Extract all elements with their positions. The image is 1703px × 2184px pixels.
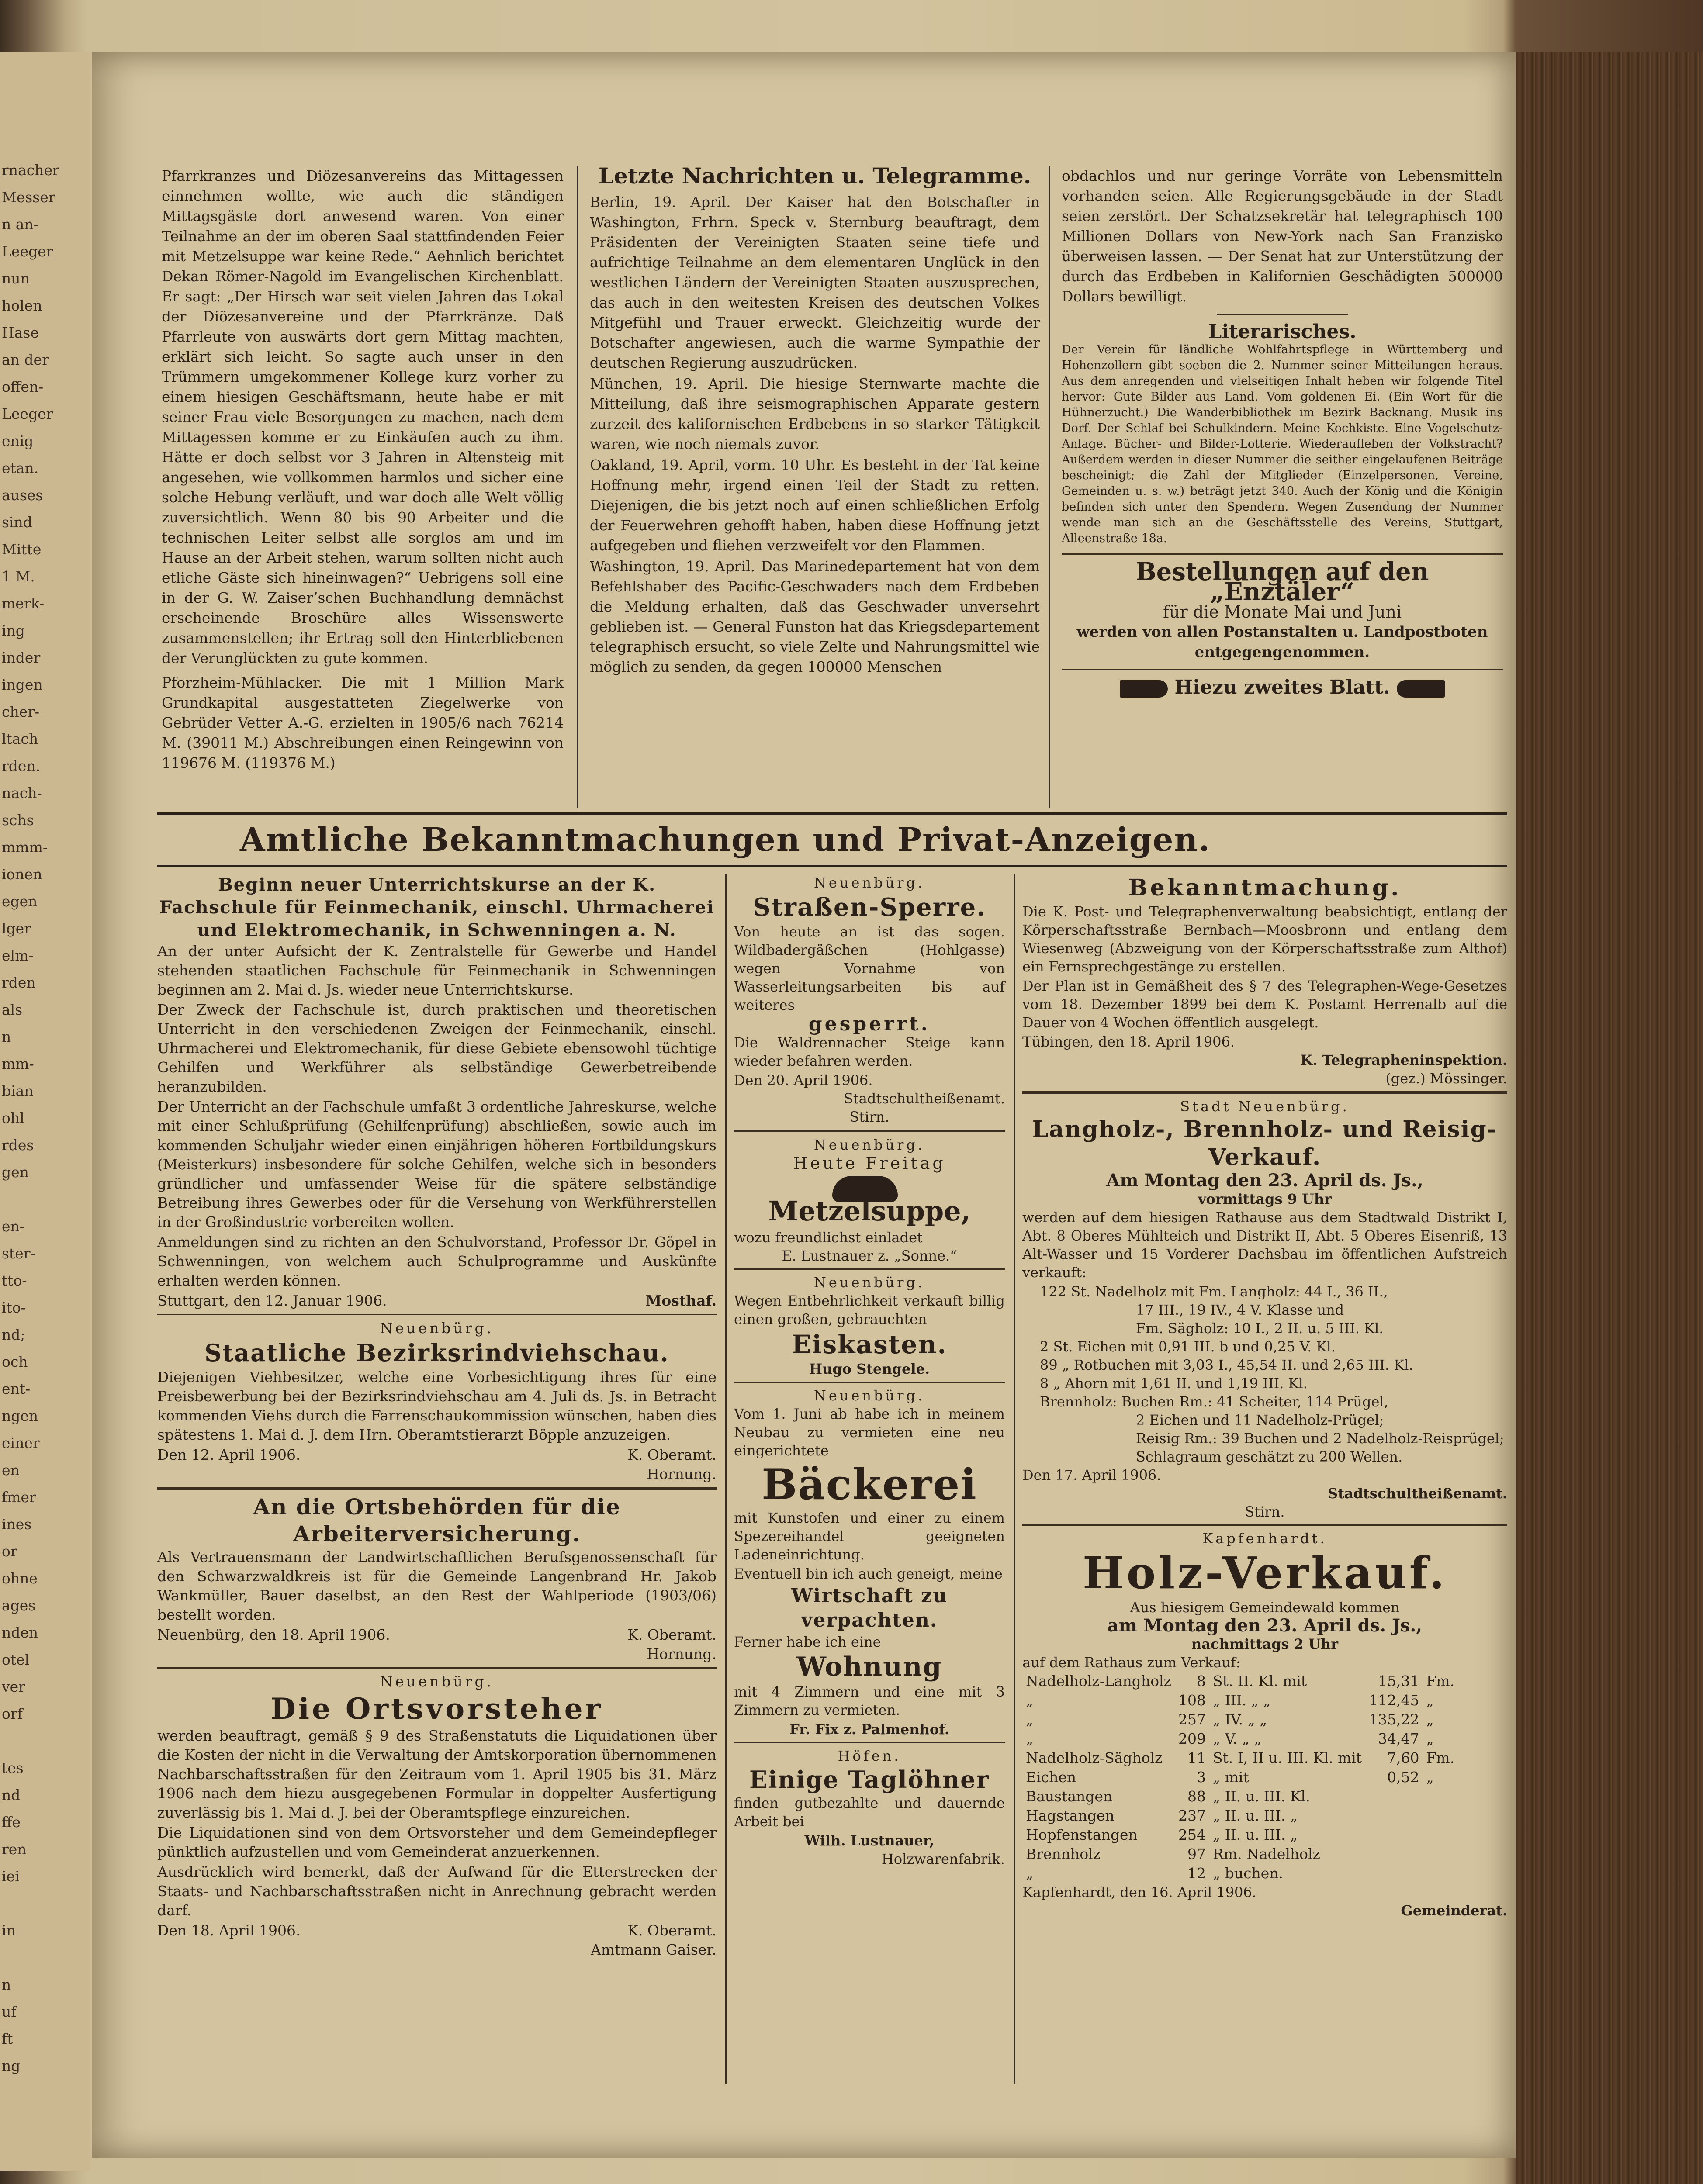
lh-time: vormittags 9 Uhr: [1198, 1191, 1332, 1207]
left-page-fragment: inder: [2, 649, 41, 666]
ortsvorsteher-heading: Die Ortsvorsteher: [270, 1692, 603, 1726]
table-cell: Nadelholz-Sägholz: [1026, 1749, 1163, 1766]
ad-text: wozu freundlichst einladet: [734, 1229, 923, 1246]
ad-place: Neuenbürg.: [380, 1320, 494, 1337]
left-page-fragment: lger: [2, 920, 31, 937]
left-page-fragment: Mitte: [2, 541, 42, 558]
holz-table: [1022, 1672, 1458, 1883]
ad-signature: Stadtschultheißenamt.: [1328, 1485, 1507, 1502]
left-page-fragment: en-: [2, 1218, 24, 1235]
ad-date: Tübingen, den 18. April 1906.: [1022, 1033, 1235, 1050]
left-page-fragment: offen-: [2, 378, 44, 395]
left-page-fragment: enig: [2, 432, 34, 449]
left-page-fragment: Leeger: [2, 405, 53, 422]
table-cell: „: [1426, 1769, 1434, 1786]
ad-place: Neuenbürg.: [813, 1274, 925, 1291]
lh-line: 2 St. Eichen mit 0,91 III. b und 0,25 V. Kl.: [1040, 1338, 1336, 1355]
divider: [734, 1742, 1005, 1743]
ad-signature: Stadtschultheißenamt.: [843, 1090, 1005, 1107]
table-cell: [1365, 1806, 1423, 1825]
ad-signature: Holzwarenfabrik.: [881, 1851, 1005, 1867]
table-row: [1022, 1787, 1458, 1806]
top-column-3: [1062, 166, 1503, 698]
eiskasten-heading: Eiskasten.: [792, 1330, 947, 1359]
ad-signature: Wilh. Lustnauer,: [804, 1832, 935, 1849]
table-row: [1022, 1825, 1458, 1845]
left-page-fragment: ing: [2, 622, 25, 639]
table-cell: 7,60: [1387, 1749, 1419, 1766]
left-page-fragment: otel: [2, 1651, 30, 1668]
table-cell: [1423, 1787, 1458, 1806]
table-row: [1022, 1806, 1458, 1825]
ad-text: Ausdrücklich wird bemerkt, daß der Aufwand für die Etterstrecken der Staats- und Nachbarschaftsstraßen nicht in Anrechnung gebracht werden darf.: [157, 1863, 717, 1919]
divider: [157, 1487, 717, 1490]
article-text: Oakland, 19. April, vorm. 10 Uhr. Es besteht in der Tat keine Hoffnung mehr, irgend einen Teil der Stadt zu retten. Diejenigen, die bis jetzt noch auf einen schließlichen Erfolg der Feuerwehren gehofft haben, haben diese Hoffnung jetzt aufgegeben und fliehen verzweifelt vor den Flammen.: [590, 456, 1040, 554]
ad-signature: Hugo Stengele.: [809, 1361, 930, 1377]
ad-signature: K. Oberamt.: [627, 1446, 717, 1463]
ad-place: Höfen.: [838, 1748, 901, 1764]
table-cell: „: [1426, 1711, 1434, 1728]
ad-signature: Hornung.: [647, 1645, 717, 1662]
ad-date: Den 17. April 1906.: [1022, 1467, 1161, 1483]
table-row: [1022, 1864, 1458, 1883]
table-cell: 3: [1197, 1769, 1206, 1786]
left-page-fragment: iei: [2, 1868, 20, 1885]
table-row: [1022, 1729, 1458, 1749]
table-cell: St. I, II u. III. Kl. mit: [1213, 1749, 1362, 1766]
table-cell: 12: [1187, 1865, 1206, 1882]
table-cell: „: [1026, 1692, 1034, 1709]
table-cell: 11: [1187, 1749, 1206, 1766]
ad-date: Neuenbürg, den 18. April 1906.: [157, 1626, 390, 1643]
table-cell: Fm.: [1426, 1749, 1455, 1766]
kurs-heading: Beginn neuer Unterrichtskurse an der K. Fachschule für Feinmechanik, einschl. Uhrmacherei und Elektromechanik, in Schwenningen a. N.: [159, 874, 714, 940]
table-cell: „ IV. „ „: [1213, 1711, 1267, 1728]
lh-line: 8 „ Ahorn mit 1,61 II. und 1,19 III. Kl.: [1040, 1375, 1308, 1392]
table-cell: „: [1026, 1865, 1034, 1882]
article-text: Berlin, 19. April. Der Kaiser hat den Botschafter in Washington, Frhrn. Speck v. Sternburg beauftragt, dem Präsidenten der Vereinigten Staaten seine tiefe und aufrichtige Teilnahme an dem elementaren Unglück in den westlichen Ländern der Vereinigten Staaten auszusprechen, das auch in den weitesten Kreisen des deutschen Volkes Mitgefühl und Trauer erweckt. Gleichzeitig wurde der Botschafter angewiesen, auch die warme Sympathie der deutschen Regierung auszudrücken.: [590, 194, 1040, 371]
left-page-fragment: rden.: [2, 757, 41, 774]
ad-place: Kapfenhardt.: [1202, 1530, 1327, 1547]
ad-date: Den 18. April 1906.: [157, 1922, 301, 1939]
wirtschaft-heading: Wirtschaft zu verpachten.: [791, 1585, 948, 1631]
ad-text: Wegen Entbehrlichkeit verkauft billig einen großen, gebrauchten: [734, 1292, 1005, 1327]
table-cell: [1365, 1825, 1423, 1845]
table-cell: 97: [1187, 1845, 1206, 1863]
ortsbehoerden-heading: An die Ortsbehörden für die Arbeiterversicherung.: [253, 1494, 621, 1547]
divider: [1062, 669, 1503, 670]
left-page-fragment: mm-: [2, 1055, 34, 1072]
table-cell: Nadelholz-Langholz: [1026, 1673, 1171, 1690]
ad-text: Die Waldrennacher Steige kann wieder befahren werden.: [734, 1034, 1005, 1069]
table-cell: Baustangen: [1026, 1788, 1113, 1805]
lh-line: 17 III., 19 IV., 4 V. Klasse und: [1136, 1302, 1344, 1318]
left-page-fragment: ingen: [2, 676, 43, 693]
ad-text: Der Unterricht an der Fachschule umfaßt 3 ordentliche Jahreskurse, welche mit einer Schlußprüfung (Gehilfenprüfung) abschließen, sowie auch im kommenden Schuljahr wieder einen einjährigen höheren Fortbildungskurs (Meisterkurs) insbesondere für solche Gehilfen, welche sich in besonders gründlicher und umfassender Weise für die spätere selbständige Betreibung ihres Gewerbes oder für die Versehung von Werkführerstellen in der Großindustrie vorbereiten wollen.: [157, 1098, 717, 1230]
left-page-fragment: ionen: [2, 866, 42, 883]
ad-text: auf dem Rathaus zum Verkauf:: [1022, 1654, 1241, 1671]
left-page-fragment: rnacher: [2, 162, 59, 179]
ad-text: Von heute an ist das sogen. Wildbadergäßchen (Hohlgasse) wegen Vornahme von Wasserleitungsarbeiten bis auf weiteres: [734, 923, 1005, 1013]
left-page-fragment: ent-: [2, 1380, 31, 1397]
left-page-fragment: einer: [2, 1434, 40, 1451]
ad-place: Neuenbürg.: [813, 874, 925, 891]
table-cell: Brennholz: [1026, 1845, 1101, 1863]
table-cell: Eichen: [1026, 1769, 1076, 1786]
article-text: Pforzheim-Mühlacker. Die mit 1 Million Mark Grundkapital ausgestatteten Ziegelwerke von Gebrüder Vetter A.-G. erzielten in 1905/6 nach 76214 M. (39011 M.) Abschreibungen einen Reingewinn von 119676 M. (119376 M.): [162, 674, 564, 771]
table-cell: „ II. u. III. „: [1213, 1826, 1298, 1843]
column-divider: [577, 166, 578, 808]
table-cell: 112,45: [1369, 1692, 1419, 1709]
table-row: [1022, 1768, 1458, 1787]
left-page-fragment: n: [2, 1028, 11, 1045]
bestellungen-line: werden von allen Postanstalten u. Landpostboten entgegengenommen.: [1076, 623, 1488, 661]
left-page-fragment: nden: [2, 1624, 38, 1641]
hiezu-text: Hiezu zweites Blatt.: [1174, 676, 1390, 698]
lh-line: 122 St. Nadelholz mit Fm. Langholz: 44 I., 36 II.,: [1040, 1283, 1388, 1300]
ad-text: Als Vertrauensmann der Landwirtschaftlichen Berufsgenossenschaft für den Schwarzwaldkreis ist für die Gemeinde Langenbrand Hr. Jakob Wankmüller, Bauer daselbst, an den Rest der Wahlperiode (1903/06) bestellt worden.: [157, 1548, 717, 1623]
ad-signature: Fr. Fix z. Palmenhof.: [789, 1721, 949, 1738]
left-page-fragment: merk-: [2, 595, 45, 612]
book-spine: [1516, 52, 1703, 2184]
banner-rule-bottom: [157, 865, 1507, 867]
left-page-fragment: ages: [2, 1597, 36, 1614]
lh-line: 89 „ Rotbuchen mit 3,03 I., 45,54 II. und 2,65 III. Kl.: [1040, 1357, 1413, 1373]
left-page-fragment: elm-: [2, 947, 34, 964]
left-page-fragment: ito-: [2, 1299, 26, 1316]
divider: [1062, 553, 1503, 555]
ad-date: Kapfenhardt, den 16. April 1906.: [1022, 1884, 1256, 1901]
table-cell: „: [1426, 1692, 1434, 1709]
table-cell: 8: [1197, 1673, 1206, 1690]
ad-signature: K. Oberamt.: [627, 1922, 717, 1939]
lh-line: Schlagraum geschätzt zu 200 Wellen.: [1136, 1448, 1403, 1465]
left-page-fragment: ines: [2, 1516, 32, 1533]
table-row: [1022, 1749, 1458, 1768]
left-page-fragment: Messer: [2, 189, 55, 206]
left-page-fragment: sind: [2, 514, 32, 531]
table-cell: [1423, 1806, 1458, 1825]
left-page-fragment: bian: [2, 1082, 34, 1099]
table-row: [1022, 1710, 1458, 1729]
table-cell: Hopfenstangen: [1026, 1826, 1138, 1843]
table-cell: 237: [1178, 1807, 1206, 1824]
left-page-fragment: rdes: [2, 1137, 34, 1154]
banner-rule-top: [157, 812, 1507, 815]
ads-column-2: [734, 874, 1005, 1868]
ad-place: Stadt Neuenbürg.: [1180, 1098, 1350, 1115]
left-page-fragment: ft: [2, 2030, 13, 2047]
table-cell: [1423, 1825, 1458, 1845]
left-page-fragment: ren: [2, 1841, 27, 1858]
ad-date: Den 12. April 1906.: [157, 1446, 301, 1463]
left-page-fragment: mmm-: [2, 839, 48, 856]
left-page-edge: [0, 52, 90, 2171]
left-page-fragment: ltach: [2, 730, 38, 747]
ad-day: Heute Freitag: [793, 1154, 946, 1173]
left-page-fragment: ngen: [2, 1407, 38, 1424]
left-page-fragment: etan.: [2, 460, 39, 477]
top-column-1: [162, 166, 564, 774]
table-row: [1022, 1845, 1458, 1864]
ad-signature: Amtmann Gaiser.: [590, 1941, 717, 1958]
lh-list: [1022, 1282, 1507, 1466]
ad-text: finden gutbezahlte und dauernde Arbeit bei: [734, 1795, 1005, 1830]
ad-signature: Mosthaf.: [645, 1292, 717, 1309]
ad-signature: (gez.) Mössinger.: [1385, 1070, 1507, 1087]
literarisches-heading: Literarisches.: [1208, 321, 1357, 343]
left-page-fragment: ver: [2, 1678, 25, 1695]
table-cell: 15,31: [1378, 1673, 1419, 1690]
left-page-fragment: nd;: [2, 1326, 25, 1343]
divider: [157, 1667, 717, 1669]
left-page-fragment: ohl: [2, 1109, 24, 1127]
left-page-fragment: tes: [2, 1759, 24, 1776]
ad-place: Neuenbürg.: [813, 1387, 925, 1404]
wohnung-heading: Wohnung: [796, 1652, 942, 1682]
left-page-fragment: Leeger: [2, 243, 53, 260]
divider: [1022, 1091, 1507, 1094]
ad-text: werden auf dem hiesigen Rathause aus dem Stadtwald Distrikt I, Abt. 8 Oberes Mühlteich und Distrikt II, Abt. 5 Oberes Eisenriß, 13 Alt-Wasser und 15 Vorderer Dachsbau im öffentlichen Aufstreich verkauft:: [1022, 1209, 1507, 1281]
table-cell: „ V. „ „: [1213, 1730, 1262, 1747]
newspaper-page: [92, 52, 1516, 2158]
article-text: Der Verein für ländliche Wohlfahrtspflege in Württemberg und Hohenzollern gibt soeben die 2. Nummer seiner Mitteilungen heraus. Aus dem anregenden und vielseitigen Inhalt heben wir folgende Titel hervor: Gute Bilder aus Land. Vom goldenen Ei. (Ein Wort für die Hühnerzucht.) Die Wanderbibliothek im Bezirk Backnang. Musik ins Dorf. Der Schlaf bei Schulkindern. Meine Kochkiste. Eine Vogelschutz-Anlage. Bücher- und Bilder-Lotterie. Wiederaufleben der Volkstracht? Außerdem werden in dieser Nummer die seither eingelaufenen Beiträge bescheinigt; die Zahl der Mitglieder (Einzelpersonen, Vereine, Gemeinden u. s. w.) beträgt jetzt 340. Auch der König und die Königin befinden sich unter den Spendern. Wegen Zusendung der Nummer wende man sich an die Geschäftsstelle des Vereins, Stuttgart, Alleenstraße 18a.: [1062, 343, 1503, 545]
article-text: Pfarrkranzes und Diözesanvereins das Mittagessen einnehmen wollte, wie auch die ständigen Mittagsgäste dort anwesend waren. Von einer Teilnahme an der im oberen Saal stattfindenden Feier mit Metzelsuppe war keine Rede.“ Aehnlich berichtet Dekan Römer-Nagold im Evangelischen Kirchenblatt. Er sagt: „Der Hirsch war seit vielen Jahren das Lokal der Diözesanvereine und der Pfarrkränze. Daß Pfarrleute von auswärts dort gern Mittag machten, erklärt sich leicht. So sagte auch unser in den Trümmern umgekommener Kollege kurz vorher zu einem hiesigen Geschäftsmann, heute habe er mit seiner Frau viele Besorgungen zu machen, nach dem Mittagessen komme er zu Einkäufen auch zu ihm. Hätte er doch selbst vor 3 Jahren in Altensteig mit angesehen, wie vollkommen harmlos und sicher eine solche Hebung verläuft, und war doch alle Welt völlig zuversichtlich. Wenn 80 bis 90 Arbeiter und die technischen Leiter selbst alle sorglos am und im Hause an der Arbeit stehen, warum sollten nicht auch etliche Gäste sich hineinwagen?“ Uebrigens soll eine in der G. W. Zaiser’schen Buchhandlung demnächst erscheinende Broschüre alles Wissenswerte zusammenstellen; ihr Ertrag soll den Hinterbliebenen der Verunglückten zu gute kommen.: [162, 167, 564, 667]
lh-line: 2 Eichen und 11 Nadelholz-Prügel;: [1136, 1412, 1384, 1428]
left-page-fragment: n an-: [2, 216, 38, 233]
lh-line: Reisig Rm.: 39 Buchen und 2 Nadelholz-Reisprügel;: [1136, 1430, 1504, 1447]
table-cell: „: [1026, 1711, 1034, 1728]
left-page-fragment: holen: [2, 297, 42, 314]
article-text: München, 19. April. Die hiesige Sternwarte machte die Mitteilung, daß ihre seismographischen Apparate gestern zurzeit des kalifornischen Erdbebens in so starker Tätigkeit waren, wie noch niemals zuvor.: [590, 375, 1040, 453]
ads-column-3: [1022, 874, 1507, 1920]
table-cell: „ III. „ „: [1213, 1692, 1271, 1709]
table-cell: „ mit: [1213, 1769, 1249, 1786]
banner-heading: Amtliche Bekanntmachungen und Privat-Anzeigen.: [239, 821, 1211, 859]
table-cell: [1365, 1864, 1423, 1883]
left-page-fragment: rden: [2, 974, 36, 991]
left-page-fragment: als: [2, 1001, 23, 1018]
left-page-fragment: fmer: [2, 1489, 36, 1506]
left-page-fragment: egen: [2, 893, 38, 910]
ad-text: Der Plan ist in Gemäßheit des § 7 des Telegraphen-Wege-Gesetzes vom 18. Dezember 1899 bei dem K. Postamt Herrenalb auf die Dauer von 4 Wochen öffentlich ausgelegt.: [1022, 978, 1507, 1031]
table-cell: „: [1026, 1730, 1034, 1747]
hv-time: nachmittags 2 Uhr: [1191, 1636, 1339, 1652]
ad-text: mit Kunstofen und einer zu einem Spezereihandel geeigneten Ladeneinrichtung.: [734, 1510, 1005, 1563]
ad-text: Eventuell bin ich auch geneigt, meine: [734, 1565, 1003, 1582]
ad-date: Stuttgart, den 12. Januar 1906.: [157, 1292, 387, 1309]
left-page-fragment: an der: [2, 351, 49, 368]
tagloehner-heading: Einige Taglöhner: [749, 1766, 990, 1794]
table-cell: 257: [1178, 1711, 1206, 1728]
table-cell: 34,47: [1378, 1730, 1419, 1747]
section-heading: Letzte Nachrichten u. Telegramme.: [598, 163, 1031, 189]
table-cell: [1365, 1845, 1423, 1864]
lh-line: Fm. Sägholz: 10 I., 2 II. u. 5 III. Kl.: [1136, 1320, 1384, 1337]
viehschau-heading: Staatliche Bezirksrindviehschau.: [204, 1339, 669, 1367]
table-row: [1022, 1672, 1458, 1691]
ad-place: Neuenbürg.: [813, 1137, 925, 1153]
divider: [734, 1382, 1005, 1383]
left-page-fragment: n: [2, 1976, 11, 1993]
ad-text: Anmeldungen sind zu richten an den Schulvorstand, Professor Dr. Göpel in Schwenningen, von welchem auch Schulprogramme und Auskünfte erhalten werden können.: [157, 1234, 717, 1289]
ad-signature: E. Lustnauer z. „Sonne.“: [782, 1248, 957, 1264]
ad-text: Die K. Post- und Telegraphenverwaltung beabsichtigt, entlang der Körperschaftsstraße Bernbach—Moosbronn und entlang dem Wiesenweg (Abzweigung von der Körperschaftsstraße zum Althof) ein Fernsprechgestänge zu erstellen.: [1022, 903, 1507, 975]
divider: [157, 1314, 717, 1315]
hiezu-line: [1062, 677, 1503, 698]
left-page-fragment: or: [2, 1543, 17, 1560]
table-cell: [1423, 1845, 1458, 1864]
article-text: Washington, 19. April. Das Marinedepartement hat von dem Befehlshaber des Pacific-Geschwaders nach dem Erdbeben die Meldung erhalten, daß das Geschwader unversehrt geblieben ist. — General Funston hat das Kriegsdepartement telegraphisch ersucht, so viele Zelte und Nahrungsmittel wie möglich zu senden, da gegen 100000 Menschen: [590, 558, 1040, 675]
ad-signature: Hornung.: [647, 1465, 717, 1482]
divider: [1217, 314, 1348, 315]
ad-signature: Gemeinderat.: [1401, 1902, 1507, 1919]
ad-text: Die Liquidationen sind von dem Ortsvorsteher und dem Gemeindepfleger pünktlich aufzustellen und vom Gemeinderat anzuerkennen.: [157, 1824, 717, 1860]
bekanntmachung-heading: Bekanntmachung.: [1128, 874, 1402, 901]
left-page-fragment: schs: [2, 812, 34, 829]
table-cell: Fm.: [1426, 1673, 1455, 1690]
ad-signature: Stirn.: [849, 1109, 890, 1125]
table-cell: 135,22: [1369, 1711, 1419, 1728]
left-page-fragment: ster-: [2, 1245, 35, 1262]
pointing-hand-icon: [1120, 680, 1168, 698]
table-cell: „ II. u. III. „: [1213, 1807, 1298, 1824]
divider: [734, 1268, 1005, 1270]
left-page-fragment: ffe: [2, 1814, 21, 1831]
article-text: obdachlos und nur geringe Vorräte von Lebensmitteln vorhanden seien. Alle Regierungsgebäude in der Stadt seien zerstört. Der Schatzsekretär hat telegraphisch 100 Millionen Dollars von New-York nach San Franzisko überweisen lassen. — Der Senat hat zur Unterstützung der durch das Erdbeben in Kalifornien Geschädigten 500000 Dollars bewilligt.: [1062, 167, 1503, 305]
table-cell: [1365, 1787, 1423, 1806]
table-cell: 0,52: [1387, 1769, 1419, 1786]
table-cell: Hagstangen: [1026, 1807, 1115, 1824]
column-divider: [1014, 874, 1015, 2084]
left-page-fragment: auses: [2, 487, 43, 504]
ad-text: Aus hiesigem Gemeindewald kommen: [1130, 1599, 1400, 1616]
left-page-fragment: gen: [2, 1164, 29, 1181]
column-divider: [725, 874, 727, 2084]
left-page-fragment: nun: [2, 270, 30, 287]
ad-place: Neuenbürg.: [380, 1673, 494, 1690]
pointing-hand-icon: [1397, 680, 1445, 698]
ad-signature: K. Oberamt.: [627, 1626, 717, 1643]
column-divider: [1049, 166, 1050, 808]
ad-text: Vom 1. Juni ab habe ich in meinem Neubau zu vermieten eine neu eingerichtete: [734, 1406, 1005, 1459]
left-page-fragment: tto-: [2, 1272, 27, 1289]
bestellungen-heading: Bestellungen auf den „Enztäler“: [1135, 557, 1429, 606]
left-page-fragment: ng: [2, 2057, 21, 2074]
table-cell: Rm. Nadelholz: [1213, 1845, 1320, 1863]
left-page-fragment: nach-: [2, 784, 42, 802]
langholz-heading: Langholz-, Brennholz- und Reisig-Verkauf.: [1032, 1116, 1498, 1171]
metzelsuppe-heading: Metzelsuppe,: [768, 1195, 971, 1227]
left-page-fragment: nd: [2, 1787, 21, 1804]
left-page-fragment: cher-: [2, 703, 40, 720]
left-page-fragment: in: [2, 1922, 16, 1939]
table-cell: 209: [1178, 1730, 1206, 1747]
table-cell: „: [1426, 1730, 1434, 1747]
holzverkauf-heading: Holz-Verkauf.: [1083, 1547, 1447, 1599]
left-page-fragment: 1 M.: [2, 568, 35, 585]
hv-date: am Montag den 23. April ds. Js.,: [1107, 1615, 1423, 1636]
ad-signature: K. Telegrapheninspektion.: [1300, 1052, 1507, 1068]
lh-line: Brennholz: Buchen Rm.: 41 Scheiter, 114 Prügel,: [1040, 1393, 1388, 1410]
table-cell: 88: [1187, 1788, 1206, 1805]
table-cell: „ II. u. III. Kl.: [1213, 1788, 1310, 1805]
table-row: [1022, 1691, 1458, 1710]
left-page-fragment: en: [2, 1462, 20, 1479]
ad-text: An der unter Aufsicht der K. Zentralstelle für Gewerbe und Handel stehenden staatlichen Fachschule für Feinmechanik in Schwenningen beginnen am 2. Mai d. Js. wieder neue Unterrichtskurse.: [157, 943, 717, 998]
baeckerei-heading: Bäckerei: [762, 1460, 977, 1509]
divider: [734, 1130, 1005, 1132]
bestellungen-line: für die Monate Mai und Juni: [1163, 602, 1402, 622]
left-page-fragment: och: [2, 1353, 28, 1370]
strassensperre-heading: Straßen-Sperre.: [753, 893, 986, 922]
gesperrt-text: gesperrt.: [808, 1013, 931, 1035]
left-page-fragment: orf: [2, 1705, 23, 1722]
ad-text: mit 4 Zimmern und eine mit 3 Zimmern zu vermieten.: [734, 1683, 1005, 1718]
table-cell: „ buchen.: [1213, 1865, 1283, 1882]
ad-text: Der Zweck der Fachschule ist, durch praktischen und theoretischen Unterricht in den verschiedenen Zweigen der Feinmechanik, einschl. Uhrmacherei und Elektromechanik, für diese Gebiete ebensowohl tüchtige Gehilfen und Werkführer als selbständige Gewerbetreibende heranzubilden.: [157, 1001, 717, 1095]
table-cell: 108: [1178, 1692, 1206, 1709]
table-cell: [1423, 1864, 1458, 1883]
ad-date: Den 20. April 1906.: [734, 1072, 873, 1089]
lh-date: Am Montag den 23. April ds. Js.,: [1106, 1170, 1423, 1191]
ad-signature: Stirn.: [1245, 1503, 1285, 1520]
ads-column-1: [157, 874, 717, 1959]
table-cell: 254: [1178, 1826, 1206, 1843]
left-page-fragment: uf: [2, 2003, 17, 2020]
top-column-2: [590, 163, 1040, 678]
ad-text: Ferner habe ich eine: [734, 1634, 881, 1650]
left-page-fragment: ohne: [2, 1570, 38, 1587]
left-page-fragment: Hase: [2, 324, 39, 341]
table-cell: St. II. Kl. mit: [1213, 1673, 1307, 1690]
ad-text: Diejenigen Viehbesitzer, welche eine Vorbesichtigung ihres für eine Preisbewerbung bei der Bezirksrindviehschau am 4. Juli ds. Js. in Betracht kommenden Viehs durch die Farrenschaukommission wünschen, haben dies spätestens 1. Mai d. J. dem Hrn. Oberamtstierarzt Böpple anzuzeigen.: [157, 1368, 717, 1443]
ad-text: werden beauftragt, gemäß § 9 des Straßenstatuts die Liquidationen über die Kosten der nicht in die Verwaltung der Amtskorporation übernommenen Nachbarschaftsstraßen für den Zeitraum vom 1. April 1905 bis 31. März 1906 nach dem hiezu ausgegebenen Formular in doppelter Ausfertigung zuverlässig bis 1. Mai d. J. bei der Oberamtspflege einzureichen.: [157, 1727, 717, 1821]
divider: [1022, 1524, 1507, 1526]
